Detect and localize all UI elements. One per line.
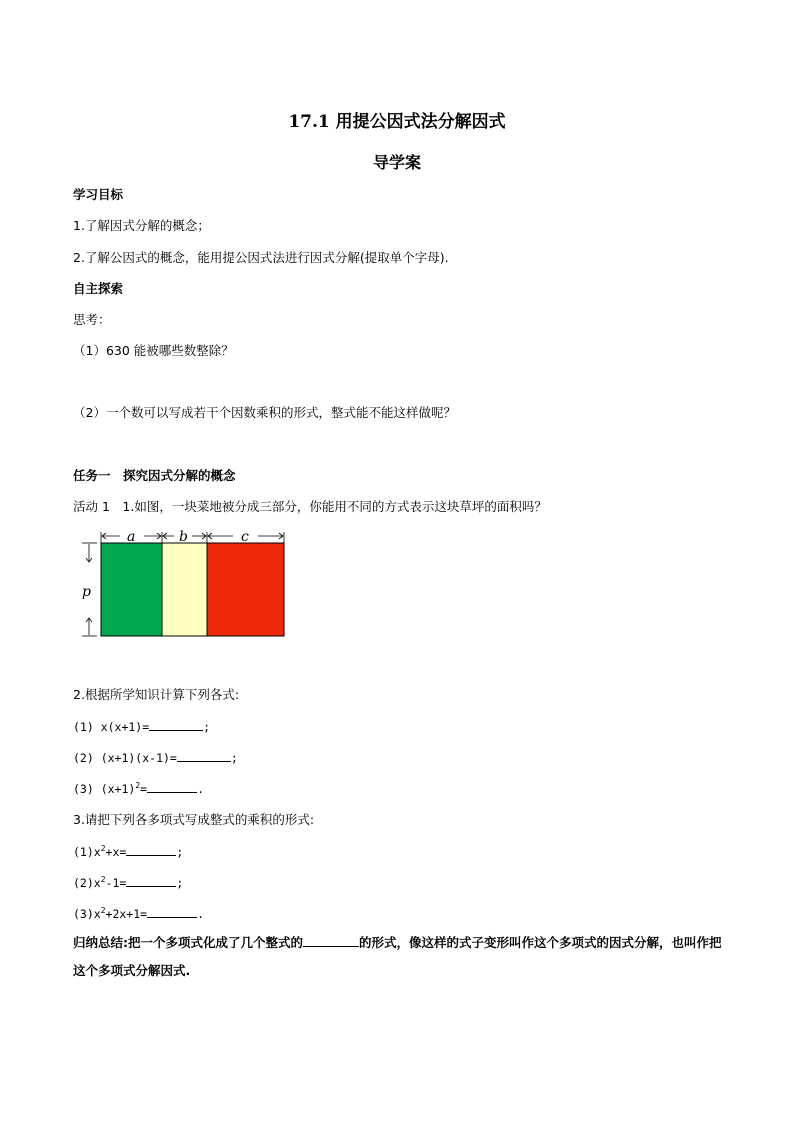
goals-heading: 学习目标 (73, 187, 124, 202)
label-c: c (241, 529, 249, 545)
answer-blank[interactable] (177, 749, 231, 762)
question-2: （2）一个数可以写成若干个因数乘积的形式，整式能不能这样做呢？ (73, 405, 456, 420)
compute-item-1: (1) x(x+1)= ; (73, 720, 211, 734)
summary-paragraph: 归纳总结:把一个多项式化成了几个整式的 的形式，像这样的式子变形叫作这个多项式的因式分解，也叫作把这个多项式分解因式. (73, 929, 723, 985)
explore-heading: 自主探索 (73, 281, 124, 296)
region-b (162, 543, 207, 636)
label-b: b (179, 529, 188, 545)
answer-blank[interactable] (147, 780, 197, 793)
factor-heading: 3.请把下列各多项式写成整式的乘积的形式: (73, 812, 315, 827)
compute-item-2: (2) (x+1)(x-1)= ; (73, 751, 238, 765)
answer-blank[interactable] (149, 718, 203, 731)
compute-item-3: (3) $(x+1)^2=$ . (73, 781, 205, 796)
goal-item-1: 1.了解因式分解的概念； (73, 218, 210, 233)
summary-blank[interactable] (303, 932, 359, 947)
summary-label: 归纳总结: (73, 935, 128, 950)
label-p: p (82, 584, 91, 600)
question-1: （1）630 能被哪些数整除？ (73, 343, 234, 358)
field-figure (70, 524, 300, 642)
label-a: a (127, 529, 136, 545)
factor-item-1: $(1)x^2+x=$ ; (73, 844, 184, 859)
think-label: 思考： (73, 312, 111, 327)
region-c (207, 543, 284, 636)
factor-item-2: $(2)x^2-1=$ ; (73, 875, 184, 890)
answer-blank[interactable] (126, 843, 176, 856)
activity-1: 活动 1 1.如图，一块菜地被分成三部分，你能用不同的方式表示这块草坪的面积吗？ (73, 499, 547, 514)
goal-item-2: 2.了解公因式的概念，能用提公因式法进行因式分解(提取单个字母). (73, 250, 449, 265)
factor-item-3: $(3)x^2+2x+1=$ . (73, 906, 205, 921)
compute-heading: 2.根据所学知识计算下列各式: (73, 687, 240, 702)
region-a (101, 543, 162, 636)
answer-blank[interactable] (147, 905, 197, 918)
page-title: 17.1 用提公因式法分解因式 (288, 112, 506, 132)
page-subtitle: 导学案 (372, 153, 421, 172)
task1-heading: 任务一 探究因式分解的概念 (73, 468, 236, 483)
answer-blank[interactable] (126, 874, 176, 887)
